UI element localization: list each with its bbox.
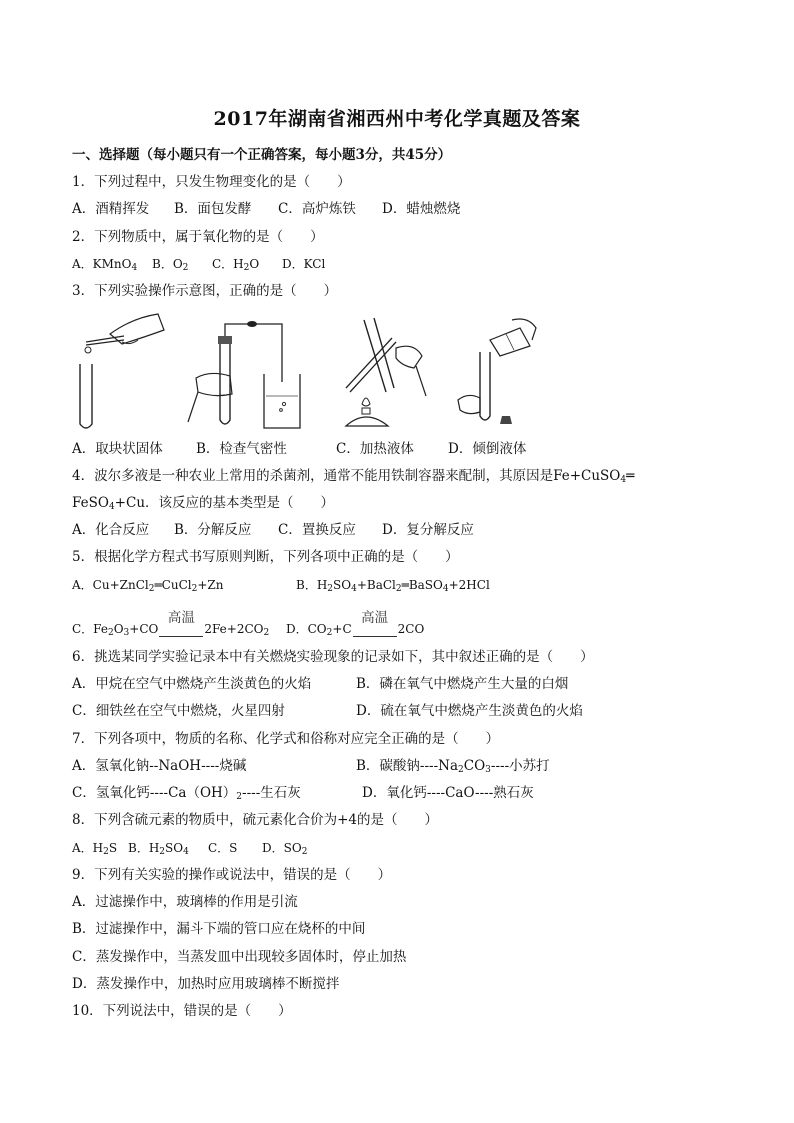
- option-c: C．置换反应: [278, 522, 356, 538]
- option-a: A．取块状固体: [72, 441, 163, 457]
- question-9-option-c: C．蒸发操作中，当蒸发皿中出现较多固体时，停止加热: [72, 949, 407, 965]
- question-9-option-b: B．过滤操作中，漏斗下端的管口应在烧杯的中间: [72, 921, 366, 937]
- option-c: C．细铁丝在空气中燃烧，火星四射: [72, 703, 285, 719]
- question-3-options: [72, 440, 526, 458]
- option-b: B．检查气密性: [196, 441, 287, 457]
- figure-c-heating-liquid: [326, 312, 436, 434]
- question-4-options: [72, 521, 474, 539]
- option-b: B．$O_2$: [152, 257, 189, 273]
- option-a: A．Cu+ZnCl$_2$═CuCl$_2$+Zn: [72, 578, 224, 594]
- option-a: A．氢氧化钠--NaOH----烧碱: [72, 758, 247, 774]
- option-a: A．$H_2S$: [72, 841, 118, 857]
- option-a: A．甲烷在空气中燃烧产生淡黄色的火焰: [72, 676, 312, 692]
- option-a: A．化合反应: [72, 522, 150, 538]
- figure-b-airtightness-check: [186, 312, 306, 434]
- option-b: B．磷在氧气中燃烧产生大量的白烟: [356, 676, 569, 692]
- option-d: D．倾倒液体: [448, 441, 527, 457]
- question-6-options-cd: [72, 702, 583, 720]
- question-5-options-cd: [72, 610, 425, 642]
- option-d: D．$SO_2$: [262, 841, 308, 857]
- option-c: C．$H_2O$: [212, 257, 260, 273]
- figure-d-pouring-liquid: [450, 312, 540, 434]
- question-4-stem-line1: 4．波尔多液是一种农业上常用的杀菌剂，通常不能用铁制容器来配制，其原因是Fe+CuSO$_4$═: [72, 468, 635, 485]
- question-2-options: [72, 255, 325, 277]
- reaction-condition: 高温: [353, 627, 397, 642]
- question-1-options: [72, 200, 460, 218]
- option-c: C．高炉炼铁: [278, 201, 356, 217]
- question-9-stem: 9．下列有关实验的操作或说法中，错误的是（ ）: [72, 867, 392, 883]
- option-d: D．复分解反应: [382, 522, 474, 538]
- option-c: C．S: [208, 841, 238, 855]
- document-title: 2017年湖南省湘西州中考化学真题及答案: [213, 108, 581, 130]
- option-a: A．KMnO$_4$: [72, 257, 138, 273]
- option-b: B．碳酸钠$----Na_2CO_3----$小苏打: [356, 758, 550, 775]
- option-c: C．$Fe_2O_3+CO$ 高温 $2Fe+2CO_2$: [72, 620, 286, 642]
- question-5-stem: 5．根据化学方程式书写原则判断，下列各项中正确的是（ ）: [72, 549, 459, 565]
- option-b: B．$H_2SO_4$: [128, 841, 189, 857]
- question-7-stem: 7．下列各项中，物质的名称、化学式和俗称对应完全正确的是（ ）: [72, 731, 500, 747]
- question-1-stem: 1．下列过程中，只发生物理变化的是（ ）: [72, 174, 351, 190]
- question-7-options-ab: [72, 757, 550, 779]
- question-6-options-ab: [72, 675, 568, 693]
- option-b: B．面包发酵: [174, 201, 252, 217]
- question-6-stem: 6．挑选某同学实验记录本中有关燃烧实验现象的记录如下，其中叙述正确的是（ ）: [72, 649, 594, 665]
- question-7-options-cd: [72, 784, 534, 806]
- option-d: D．硫在氧气中燃烧产生淡黄色的火焰: [356, 703, 583, 719]
- question-9-option-d: D．蒸发操作中，加热时应用玻璃棒不断搅拌: [72, 976, 340, 992]
- section-heading: 一、选择题（每小题只有一个正确答案，每小题3分，共45分）: [72, 147, 452, 163]
- question-9-option-a: A．过滤操作中，玻璃棒的作用是引流: [72, 894, 298, 910]
- option-d: D．蜡烛燃烧: [382, 201, 461, 217]
- option-d: D．$CO_2+C$ 高温 2CO: [286, 620, 424, 642]
- question-4-stem-line2: FeSO$_4$+Cu．该反应的基本类型是（ ）: [72, 495, 335, 512]
- option-b: B．$H_2SO_4+BaCl_2═BaSO_4+2HCl$: [296, 578, 490, 594]
- option-c: C．氢氧化钙$----Ca(OH)_2----$生石灰: [72, 785, 301, 802]
- question-5-options-ab: [72, 576, 490, 598]
- figure-a-solid-sampling: [72, 312, 172, 434]
- question-3-stem: 3．下列实验操作示意图，正确的是（ ）: [72, 283, 338, 299]
- question-8-options: [72, 839, 307, 861]
- option-d: D．氧化钙----CaO----熟石灰: [362, 785, 534, 801]
- option-b: B．分解反应: [174, 522, 252, 538]
- reaction-condition: 高温: [159, 627, 203, 642]
- experiment-figures: [72, 312, 592, 434]
- option-d: D．KCl: [282, 257, 326, 271]
- question-8-stem: 8．下列含硫元素的物质中，硫元素化合价为+4的是（ ）: [72, 812, 438, 828]
- option-c: C．加热液体: [336, 441, 414, 457]
- option-a: A．酒精挥发: [72, 201, 150, 217]
- question-10-stem: 10．下列说法中，错误的是（ ）: [72, 1003, 292, 1019]
- question-2-stem: 2．下列物质中，属于氧化物的是（ ）: [72, 229, 324, 245]
